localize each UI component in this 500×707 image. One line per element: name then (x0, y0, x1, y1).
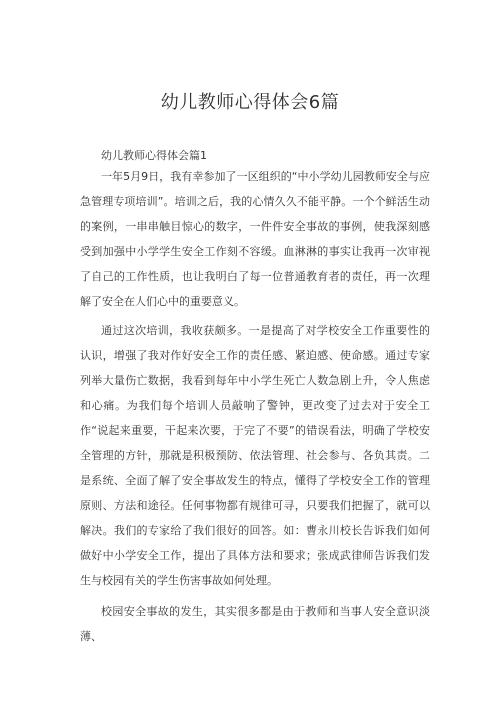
section-title: 幼儿教师心得体会篇1 (101, 149, 207, 162)
paragraph-2: 通过这次培训，我收获颇多。一是提高了对学校安全工作重要性的认识，增强了我对作好安全工作的责任感、紧迫感、使命感。通过专家列举大量伤亡数据，我看到每年中小学生死亡人数急剧上升，令人焦虑和心痛。为我们每个培训人员敲响了警钟，更改变了过去对于安全工作“说起来重要，干起来次要，于完了不要”的错误看法，明确了学校安全管理的方针，那就是积极预防、依法管理、社会参与、各负其责。二是系统、全面了解了安全事故发生的特点，懂得了学校安全工作的管理原则、方法和途径。任何事物都有规律可寻，只要我们把握了，就可以解决。我们的专家给了我们很好的回答。如：曹永川校长告诉我们如何做好中小学安全工作，提出了具体方法和要求；张成武律师告诉我们发生与校园有关的学生伤害事故如何处理。 (80, 324, 430, 587)
document-title: 幼儿教师心得体会6篇 (160, 92, 340, 113)
paragraph-3: 校园安全事故的发生，其实很多都是由于教师和当事人安全意识淡薄、 (80, 605, 430, 643)
paragraph-1: 一年5月9日，我有幸参加了一区组织的“中小学幼儿园教师安全与应急管理专项培训”。培训之后，我的心情久久不能平静。一个个鲜活生动的案例，一串串触目惊心的数字，一件件安全事故的事例，使我深刻感受到加强中小学学生安全工作刻不容缓。血淋淋的事实让我再一次审视了自己的工作性质，也让我明白了每一位普通教育者的责任，再一次理解了安全在人们心中的重要意义。 (80, 170, 430, 308)
